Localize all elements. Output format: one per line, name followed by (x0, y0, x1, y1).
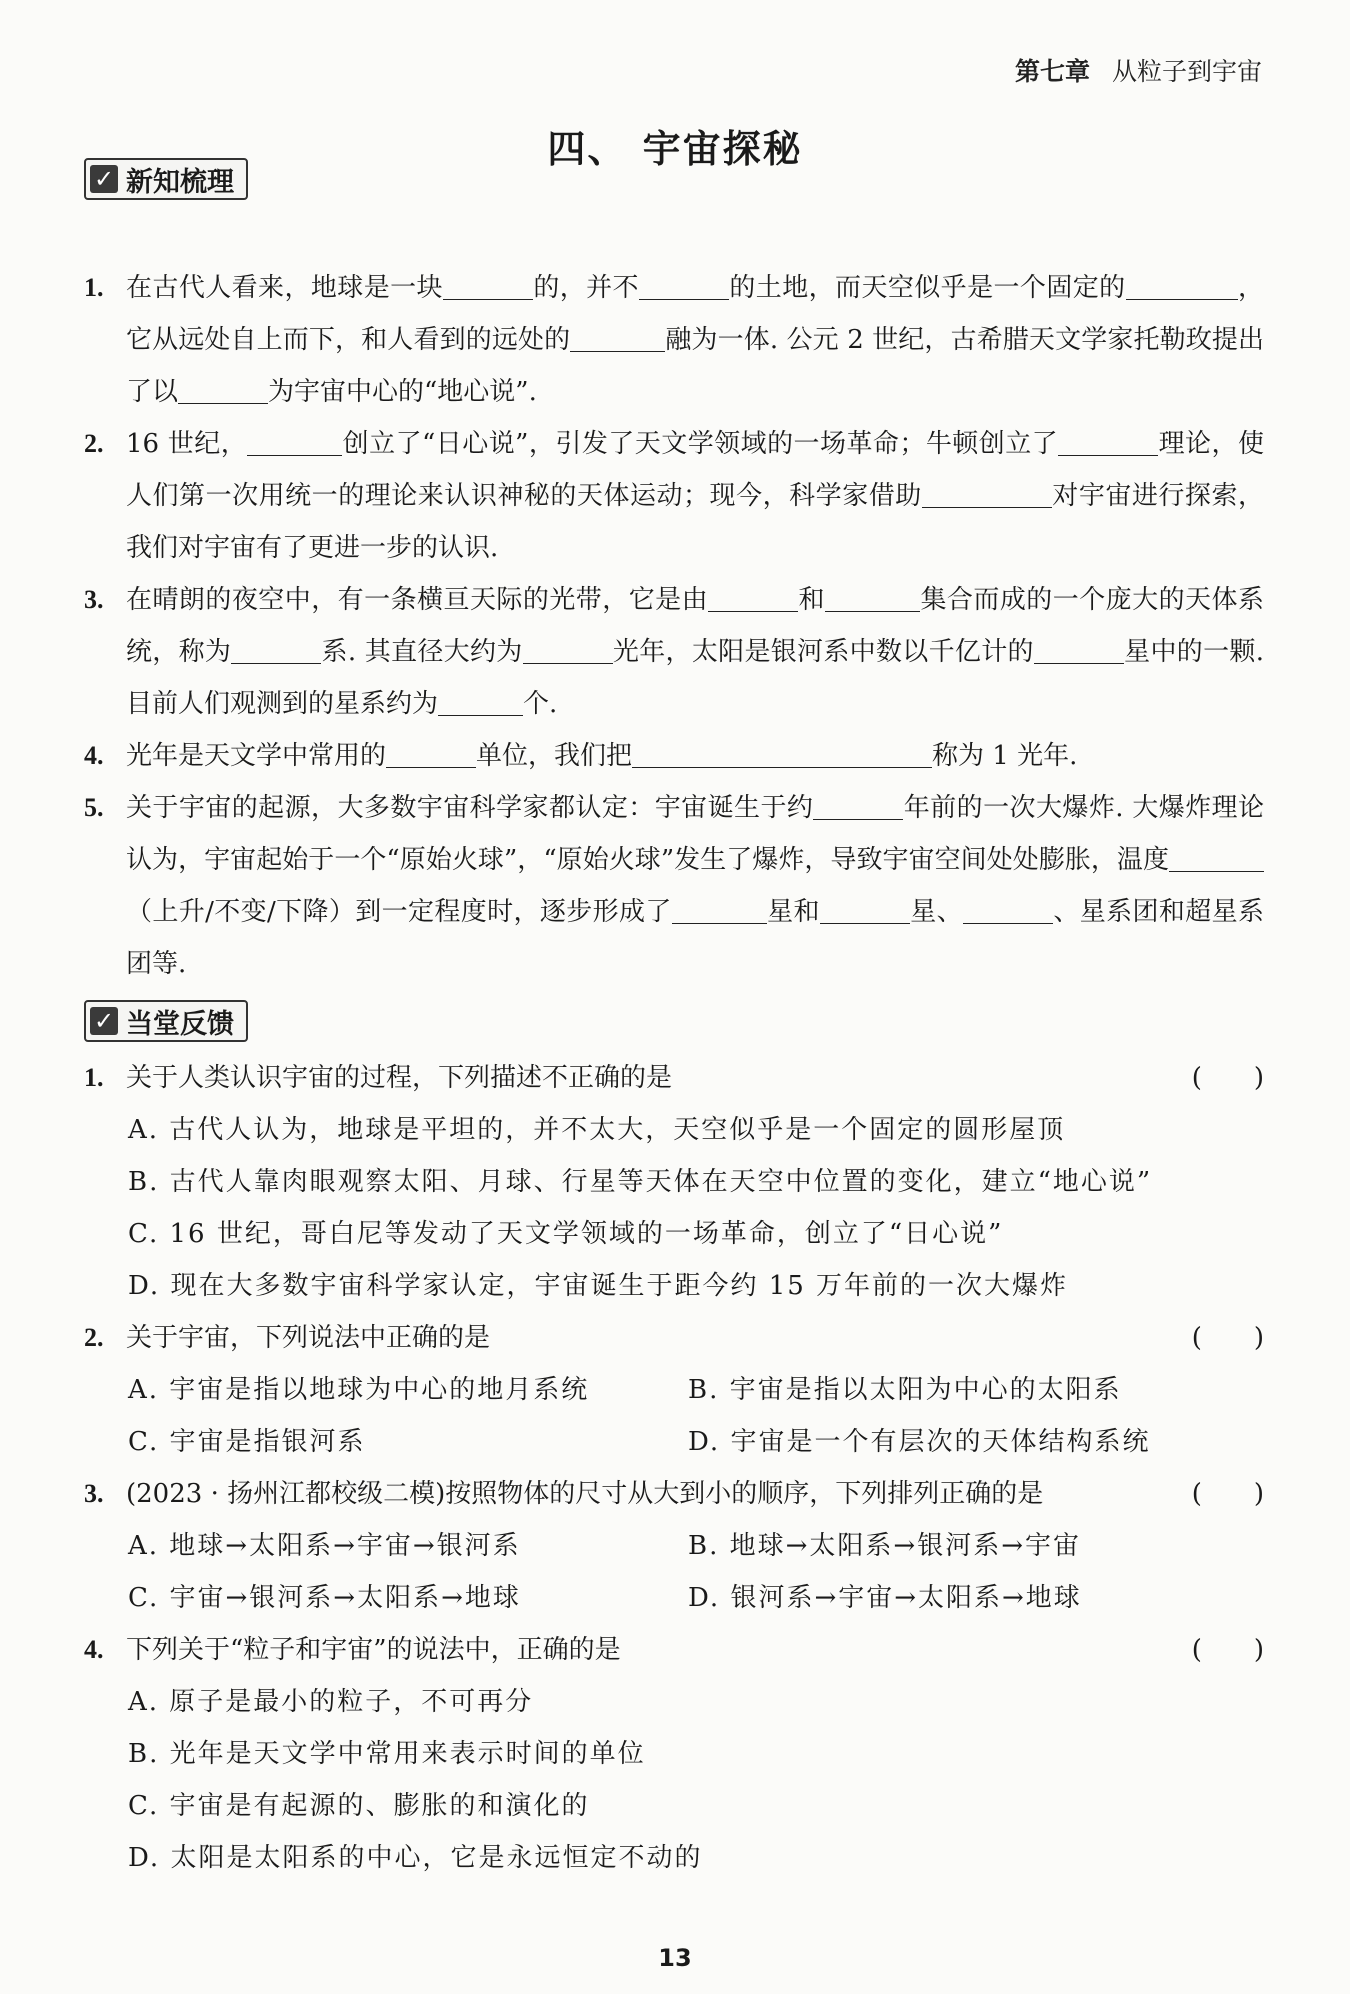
option-b[interactable]: B. 宇宙是指以太阳为中心的太阳系 (688, 1375, 1122, 1405)
option-c[interactable]: C. 16 世纪，哥白尼等发动了天文学领域的一场革命，创立了“日心说” (128, 1219, 1004, 1249)
question-text: 光年，太阳是银河系中数以千亿计的 (612, 637, 1034, 667)
section-heading-new-knowledge (84, 158, 248, 200)
chapter-header (1015, 52, 1262, 88)
choice-question-2 (84, 1312, 1264, 1364)
fill-question-4 (84, 730, 1264, 782)
question-text: （上升/不变/下降）到一定程度时，逐步形成了 (126, 897, 672, 927)
question-text: 创立了“日心说”，引发了天文学领域的一场革命；牛顿创立了 (342, 429, 1059, 459)
question-text: 16 世纪， (126, 429, 248, 459)
question-text: 和 (798, 585, 826, 615)
question-text: 理论，使人们第一次用统一的理论来认识神秘的天体运动；现今，科学家借助 (126, 429, 1264, 511)
question-text: 年前的一次大爆炸. 大爆炸理论认为，宇宙起始于一个“原始火球”，“原始火球”发生了爆炸，导致宇宙空间处处膨胀，温度 (126, 793, 1264, 875)
answer-blank[interactable] (386, 737, 476, 768)
option-b[interactable]: B. 光年是天文学中常用来表示时间的单位 (128, 1739, 646, 1769)
question-number: 4. (84, 1635, 104, 1664)
question-number: 5. (84, 793, 104, 822)
option-c[interactable]: C. 宇宙是有起源的、膨胀的和演化的 (128, 1791, 590, 1821)
question-text: 、星系团和超星系团等. (126, 897, 1264, 979)
section-heading-classroom-feedback (84, 1000, 248, 1042)
fill-question-1 (84, 262, 1264, 418)
option-a[interactable]: A. 古代人认为，地球是平坦的，并不太大，天空似乎是一个固定的圆形屋顶 (128, 1115, 1066, 1145)
question-number: 2. (84, 429, 104, 458)
question-text: 在古代人看来，地球是一块 (126, 273, 443, 303)
question-text: 个. (523, 689, 558, 719)
option-c[interactable]: C. 宇宙→银河系→太阳系→地球 (128, 1583, 521, 1613)
question-text: 集合而成的一个庞大的天体系统，称为 (126, 585, 1264, 667)
question-text: 为宇宙中心的“地心说”. (268, 377, 537, 407)
question-text: 星、 (909, 897, 963, 927)
answer-blank[interactable] (1058, 425, 1158, 456)
question-text: 关于宇宙的起源，大多数宇宙科学家都认定：宇宙诞生于约 (126, 793, 814, 823)
option-b[interactable]: B. 地球→太阳系→银河系→宇宙 (688, 1531, 1081, 1561)
question-stem: (2023 · 扬州江都校级二模)按照物体的尺寸从大到小的顺序，下列排列正确的是 (126, 1479, 1044, 1509)
question-text: 的，并不 (532, 273, 639, 303)
answer-blank[interactable] (820, 893, 910, 924)
answer-blank[interactable] (639, 269, 729, 300)
answer-blank[interactable] (247, 425, 342, 456)
option-row (84, 1572, 1264, 1624)
answer-blank[interactable] (570, 321, 665, 352)
section-label: 当堂反馈 (126, 1008, 234, 1040)
question-number: 4. (84, 741, 104, 770)
question-text: 星和 (766, 897, 820, 927)
checkbox-icon: ✓ (90, 165, 118, 193)
answer-blank[interactable] (922, 477, 1052, 508)
page-number: 13 (658, 1944, 692, 1972)
answer-blank[interactable] (231, 633, 321, 664)
question-text: 的土地，而天空似乎是一个固定的 (728, 273, 1126, 303)
question-text: 称为 1 光年. (932, 741, 1078, 771)
answer-blank[interactable] (438, 685, 523, 716)
choice-question-4 (84, 1624, 1264, 1676)
option-row (84, 1364, 1264, 1416)
question-number: 2. (84, 1323, 104, 1352)
answer-blank[interactable] (825, 581, 920, 612)
option-d[interactable]: D. 现在大多数宇宙科学家认定，宇宙诞生于距今约 15 万年前的一次大爆炸 (128, 1271, 1069, 1301)
answer-parentheses[interactable]: ( ) (1191, 1063, 1264, 1093)
answer-parentheses[interactable]: ( ) (1191, 1635, 1264, 1665)
question-stem: 关于人类认识宇宙的过程，下列描述不正确的是 (126, 1063, 673, 1093)
question-text: 对宇宙进行探索，我们对宇宙有了更进一步的认识. (126, 481, 1264, 563)
answer-blank[interactable] (1126, 269, 1238, 300)
option-a[interactable]: A. 宇宙是指以地球为中心的地月系统 (128, 1375, 590, 1405)
answer-parentheses[interactable]: ( ) (1191, 1479, 1264, 1509)
question-stem: 下列关于“粒子和宇宙”的说法中，正确的是 (126, 1635, 621, 1665)
section-label: 新知梳理 (126, 166, 234, 198)
answer-blank[interactable] (672, 893, 767, 924)
question-text: 单位，我们把 (476, 741, 633, 771)
answer-blank[interactable] (523, 633, 613, 664)
answer-blank[interactable] (963, 893, 1053, 924)
answer-blank[interactable] (1169, 841, 1264, 872)
answer-blank[interactable] (813, 789, 903, 820)
option-b[interactable]: B. 古代人靠肉眼观察太阳、月球、行星等天体在天空中位置的变化，建立“地心说” (128, 1167, 1153, 1197)
question-text: 星中的一颗. 目前人们观测到的星系约为 (126, 637, 1264, 719)
answer-parentheses[interactable]: ( ) (1191, 1323, 1264, 1353)
option-d[interactable]: D. 太阳是太阳系的中心，它是永远恒定不动的 (128, 1843, 703, 1873)
option-d[interactable]: D. 银河系→宇宙→太阳系→地球 (688, 1583, 1082, 1613)
question-number: 3. (84, 585, 104, 614)
fill-question-5 (84, 782, 1264, 990)
fill-question-2 (84, 418, 1264, 574)
option-a[interactable]: A. 地球→太阳系→宇宙→银河系 (128, 1531, 521, 1561)
choice-question-1 (84, 1052, 1264, 1104)
question-number: 3. (84, 1479, 104, 1508)
question-text: 光年是天文学中常用的 (126, 741, 387, 771)
option-row (84, 1416, 1264, 1468)
option-c[interactable]: C. 宇宙是指银河系 (128, 1427, 366, 1457)
lesson-title: 四、 宇宙探秘 (547, 127, 803, 171)
question-number: 1. (84, 273, 104, 302)
question-number: 1. (84, 1063, 104, 1092)
fill-in-questions (84, 262, 1264, 990)
multiple-choice-questions (84, 1052, 1264, 1884)
question-stem: 关于宇宙，下列说法中正确的是 (126, 1323, 491, 1353)
answer-blank[interactable] (178, 373, 268, 404)
fill-question-3 (84, 574, 1264, 730)
question-text: 融为一体. 公元 2 世纪，古希腊天文学家托勒玫提出了以 (126, 325, 1264, 407)
question-text: 系. 其直径大约为 (321, 637, 523, 667)
option-a[interactable]: A. 原子是最小的粒子，不可再分 (128, 1687, 534, 1717)
option-row (84, 1520, 1264, 1572)
answer-blank[interactable] (443, 269, 533, 300)
checkbox-icon: ✓ (90, 1007, 118, 1035)
answer-blank[interactable] (708, 581, 798, 612)
choice-question-3 (84, 1468, 1264, 1520)
chapter-number: 第七章 (1014, 57, 1090, 86)
option-d[interactable]: D. 宇宙是一个有层次的天体结构系统 (688, 1427, 1151, 1457)
answer-blank[interactable] (632, 737, 932, 768)
answer-blank[interactable] (1034, 633, 1124, 664)
chapter-title: 从粒子到宇宙 (1111, 57, 1262, 86)
question-text: 在晴朗的夜空中，有一条横亘天际的光带，它是由 (126, 585, 709, 615)
question-text: ，它从远处自上而下，和人看到的远处的 (126, 273, 1264, 355)
